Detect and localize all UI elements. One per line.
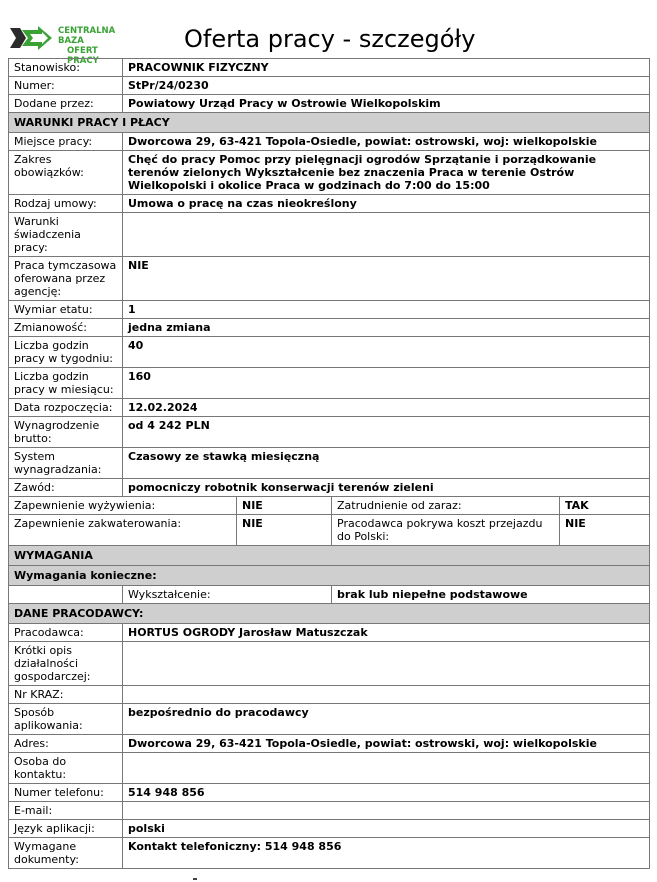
field-value: Czasowy ze stawką miesięczną [123,448,650,479]
page-mark [193,878,197,880]
page-header [8,22,649,66]
table-row [9,642,650,686]
logo-line-1: CENTRALNA BAZA [58,26,116,46]
housing-label: Zapewnienie zakwaterowania: [9,515,237,546]
field-label: Pracodawca: [9,624,123,642]
field-value: od 4 242 PLN [123,417,650,448]
field-label: Dodane przez: [9,95,123,113]
table-row [9,368,650,399]
field-value: NIE [123,257,650,301]
start-label: Zatrudnienie od zaraz: [332,497,560,515]
table-row [9,257,650,301]
field-value: Dworcowa 29, 63-421 Topola-Osiedle, powiat: ostrowski, woj: wielkopolskie [123,133,650,151]
table-row [9,133,650,151]
field-label: Osoba do kontaktu: [9,753,123,784]
field-value: 40 [123,337,650,368]
table-row [9,497,650,515]
food-label: Zapewnienie wyżywienia: [9,497,237,515]
field-label: Stanowisko: [9,59,123,77]
field-value: Chęć do pracy Pomoc przy pielęgnacji ogrodów Sprzątanie i porządkowanie terenów zielonych Wykształcenie bez znaczenia Praca w terenie Ostrów Wielkopolski i okolice Praca w godzinach do 7:00 do 15:00 [123,151,650,195]
field-label: Numer telefonu: [9,784,123,802]
field-label: E-mail: [9,802,123,820]
table-row [9,735,650,753]
table-row [9,686,650,704]
table-row [9,802,650,820]
cbop-logo[interactable] [8,24,132,66]
field-label: Zmianowość: [9,319,123,337]
field-label: Data rozpoczęcia: [9,399,123,417]
requirements-subtitle: Wymagania konieczne: [9,566,650,586]
table-row [9,448,650,479]
field-label: Zakres obowiązków: [9,151,123,195]
table-row [9,820,650,838]
table-row [9,753,650,784]
field-label: Zawód: [9,479,123,497]
field-value [123,642,650,686]
field-value: 160 [123,368,650,399]
section-header [9,546,650,566]
field-value: 1 [123,301,650,319]
table-row [9,77,650,95]
table-row [9,479,650,497]
education-label: Wykształcenie: [123,586,332,604]
empty-cell [9,586,123,604]
field-value: HORTUS OGRODY Jarosław Matuszczak [123,624,650,642]
travel-label: Pracodawca pokrywa koszt przejazdu do Polski: [332,515,560,546]
field-label: Nr KRAZ: [9,686,123,704]
field-label: Liczba godzin pracy w tygodniu: [9,337,123,368]
section-title-conditions: WARUNKI PRACY I PŁACY [9,113,650,133]
table-row [9,586,650,604]
field-label: Krótki opis działalności gospodarczej: [9,642,123,686]
field-value: PRACOWNIK FIZYCZNY [123,59,650,77]
table-row [9,59,650,77]
field-value: 514 948 856 [123,784,650,802]
field-label: Warunki świadczenia pracy: [9,213,123,257]
field-value: Dworcowa 29, 63-421 Topola-Osiedle, powiat: ostrowski, woj: wielkopolskie [123,735,650,753]
table-row [9,301,650,319]
section-title-employer: DANE PRACODAWCY: [9,604,650,624]
section-title-requirements: WYMAGANIA [9,546,650,566]
table-row [9,213,650,257]
field-label: Wymiar etatu: [9,301,123,319]
logo-line-2: OFERT PRACY [67,46,99,66]
field-label: Język aplikacji: [9,820,123,838]
field-value: Powiatowy Urząd Pracy w Ostrowie Wielkopolskim [123,95,650,113]
table-row [9,195,650,213]
page-title: Oferta pracy - szczegóły [184,25,476,53]
table-row [9,319,650,337]
table-row [9,784,650,802]
field-value [123,802,650,820]
field-value: bezpośrednio do pracodawcy [123,704,650,735]
field-label: Rodzaj umowy: [9,195,123,213]
field-label: Wymagane dokumenty: [9,838,123,869]
table-row [9,515,650,546]
field-value [123,213,650,257]
table-row [9,95,650,113]
section-header [9,604,650,624]
travel-value: NIE [560,515,650,546]
field-value: StPr/24/0230 [123,77,650,95]
table-row [9,151,650,195]
education-value: brak lub niepełne podstawowe [332,586,650,604]
cbop-logo-icon [8,24,56,52]
table-row [9,337,650,368]
table-row [9,624,650,642]
food-value: NIE [237,497,332,515]
field-value [123,686,650,704]
field-value: 12.02.2024 [123,399,650,417]
field-label: Praca tymczasowa oferowana przez agencję: [9,257,123,301]
field-label: Sposób aplikowania: [9,704,123,735]
field-value: jedna zmiana [123,319,650,337]
field-value: polski [123,820,650,838]
field-value: Kontakt telefoniczny: 514 948 856 [123,838,650,869]
section-subheader [9,566,650,586]
field-label: Adres: [9,735,123,753]
field-value [123,753,650,784]
field-label: Liczba godzin pracy w miesiącu: [9,368,123,399]
field-label: Wynagrodzenie brutto: [9,417,123,448]
field-label: Miejsce pracy: [9,133,123,151]
field-value: Umowa o pracę na czas nieokreślony [123,195,650,213]
table-row [9,417,650,448]
field-label: System wynagradzania: [9,448,123,479]
start-value: TAK [560,497,650,515]
table-row [9,704,650,735]
housing-value: NIE [237,515,332,546]
table-row [9,399,650,417]
offer-details-table [8,58,650,869]
field-label: Numer: [9,77,123,95]
table-row [9,838,650,869]
field-value: pomocniczy robotnik konserwacji terenów zieleni [123,479,650,497]
section-header [9,113,650,133]
